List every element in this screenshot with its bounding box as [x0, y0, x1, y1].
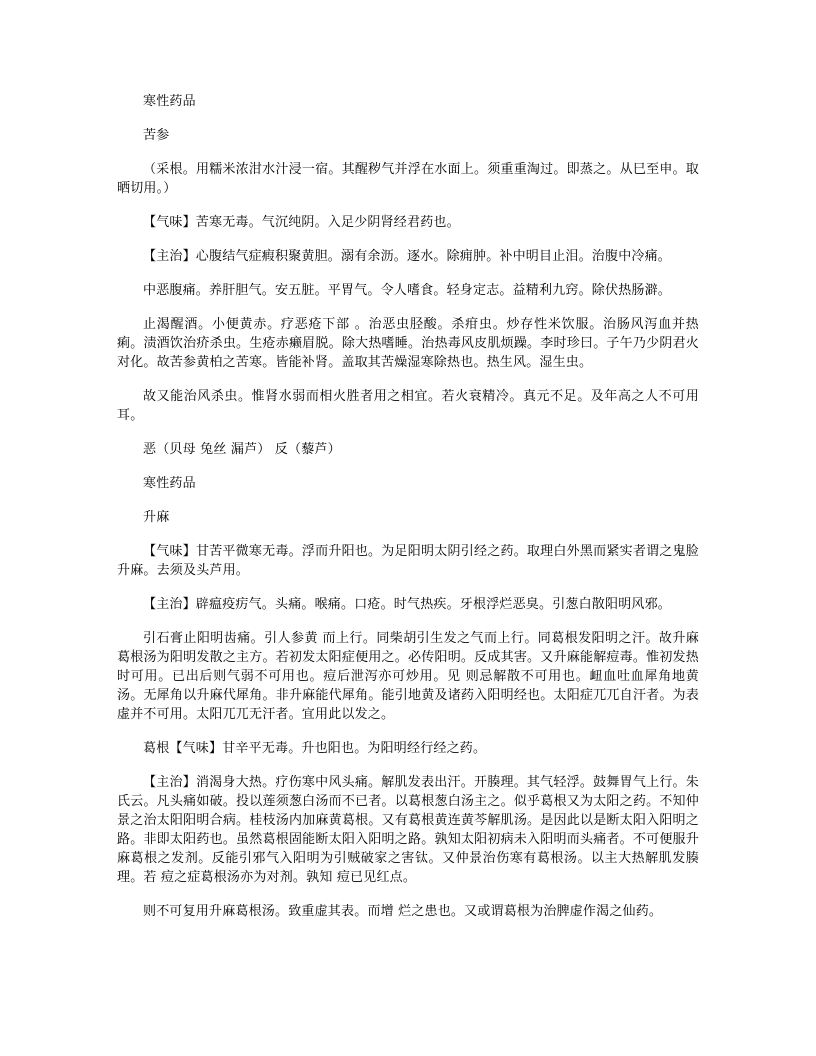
- kushen-indications-continued: 中恶腹痛。养肝胆气。安五脏。平胃气。令人嗜食。轻身定志。益精利九窍。除伏热肠澼。: [143, 283, 672, 298]
- gegen-indications: 【主治】消渴身大热。疗伤寒中风头痛。解肌发表出汗。开腠理。其气轻浮。鼓舞胃气上行。朱氏云。凡头痛如破。投以莲须葱白汤而不已者。以葛根葱白汤主之。似乎葛根又为太阳之药。不知仲景之治太阳阳明合病。桂枝汤内加麻黄葛根。又有葛根黄连黄芩解肌汤。是因此以是断太阳入阳明之路。非即太阳药也。虽然葛根固能断太阳入阳明之路。孰知太阳初病未入阳明而头痛者。不可便服升麻葛根之发剂。反能引邪气入阳明为引贼破家之害钛。又仲景治伤寒有葛根汤。以主大热解肌发腠理。若 痘之症葛根汤亦为对剂。孰知 痘已见红点。: [117, 775, 699, 885]
- kushen-cautions: 故又能治风杀虫。惟肾水弱而相火胜者用之相宜。若火衰精冷。真元不足。及年高之人不可用耳。: [117, 389, 699, 423]
- kushen-indications: 【主治】心腹结气症瘕积聚黄胆。溺有余沥。逐水。除痈肿。补中明目止泪。治腹中冷痛。: [143, 249, 672, 264]
- kushen-uses-paragraph: 止渴醒酒。小便黄赤。疗恶疮下部 。治恶虫胫酸。杀疳虫。炒存性米饮服。治肠风泻血并热痢。渍酒饮治疥杀虫。生疮赤癞眉脱。除大热嗜睡。治热毒风皮肌烦躁。李时珍曰。子午乃少阴君火对化。故苦参黄柏之苦寒。皆能补肾。盖取其苦燥湿寒除热也。热生风。湿生虫。: [117, 317, 699, 370]
- shengma-indications: 【主治】辟瘟疫疠气。头痛。喉痛。口疮。时气热疾。牙根浮烂恶臭。引葱白散阳明风邪。: [143, 597, 672, 612]
- section-heading-cold-herbs: 寒性药品: [143, 94, 196, 109]
- kushen-incompatibilities: 恶（贝母 兔丝 漏芦） 反（藜芦）: [143, 442, 341, 457]
- kushen-flavor: 【气味】苦寒无毒。气沉纯阴。入足少阴肾经君药也。: [143, 215, 460, 230]
- section-heading-cold-herbs-2: 寒性药品: [143, 476, 196, 491]
- shengma-uses-paragraph: 引石膏止阳明齿痛。引人参黄 而上行。同柴胡引生发之气而上行。同葛根发阳明之汗。故升麻葛根汤为阳明发散之主方。若初发太阳症便用之。必传阳明。反成其害。又升麻能解痘毒。惟初发热时可用。已出后则气弱不可用也。痘后泄泻亦可炒用。见 则忌解散不可用也。衄血吐血犀角地黄汤。无犀角以升麻代犀角。非升麻能代犀角。能引地黄及诸药入阳明经也。太阳症兀兀自汗者。为表虚并不可用。太阳兀兀无汗者。宜用此以发之。: [117, 631, 699, 722]
- document-body: [117, 92, 699, 936]
- herb-name-kushen: 苦参: [143, 128, 170, 143]
- kushen-preparation-note: （采根。用糯米浓泔水汁浸一宿。其醒秽气并浮在水面上。须重重淘过。即蒸之。从巳至申。取晒切用。）: [117, 162, 699, 196]
- gegen-flavor: 葛根【气味】甘辛平无毒。升也阳也。为阳明经行经之药。: [143, 741, 487, 756]
- gegen-cautions: 则不可复用升麻葛根汤。致重虚其表。而增 烂之患也。又或谓葛根为治脾虚作渴之仙药。: [143, 904, 663, 919]
- shengma-flavor: 【气味】甘苦平微寒无毒。浮而升阳也。为足阳明太阴引经之药。取理白外黑而紧实者谓之鬼脸升麻。去须及头芦用。: [117, 544, 699, 578]
- herb-name-shengma: 升麻: [143, 510, 170, 525]
